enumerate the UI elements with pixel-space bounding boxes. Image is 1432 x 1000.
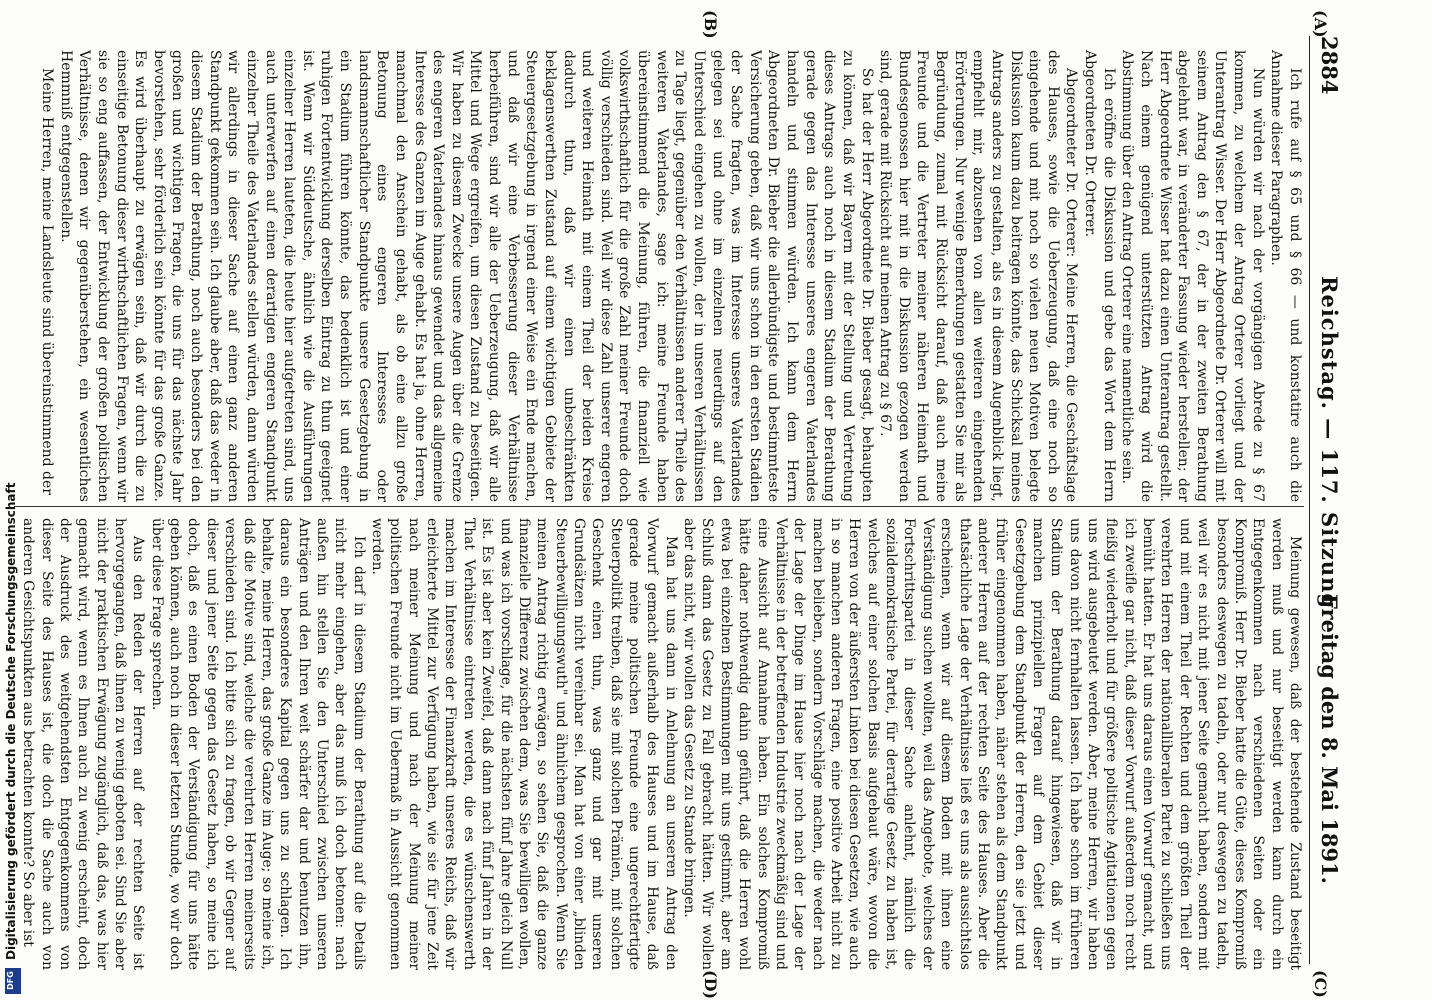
paragraph: So hat der Herr Abgeordnete Dr. Bieber gesagt, behaupten zu können, daß wir Bayern mit der Stellung und Vertretung dieses Antrags auch noch in diesem Stadium der Berathung gerade gegen das Interesse unseres engeren Vaterlandes handeln und stimmen würden. Ich kann dem Herrn Abgeordneten Dr. Bieber die allerbündigste und bestimmteste Versicherung geben, daß wir uns schon in den ersten Stadien der Sache fragten, was im Interesse unseres Vaterlandes gelegen sei und ohne im einzelnen neuerdings auf den Unterschied eingehen zu wollen, der in unseren Verhältnissen zu Tage liegt, gegenüber den Verhältnissen anderer Theile des weiteren Vaterlandes, sage ich: meine Freunde haben übereinstimmend die Meinung, führen, die finanziell wie volkswirthschaftlich für die große Zahl meiner Freunde doch völlig verschieden sind. Weil wir diese Zahl unserer engeren und weiteren Heimath mit einem Theil der beiden Kreise dadurch thun, daß wir einen unbeschränkten beklagenswerthen Zustand auf einem wichtigen Gebiete der Steuergesetzgebung in irgend einer Weise ein Ende machen, und daß wir eine Verbesserung dieser Verhältnisse herbeiführen, sind wir alle der Ueberzeugung, daß wir alle Mittel und Wege ergreifen, um diesen Zustand zu beseitigen. Wir haben zu diesem Zwecke unsere Augen über die Grenze des engeren Vaterlandes hinaus gewendet und das allgemeine Interesse des Ganzen im Auge gehabt. Es hat ja, ohne Herren, manchmal den Anschein gehabt, als ob eine allzu große Betonung eines engeren Interesses oder landsmannschaftlicher Standpunkte unsere Gesetzgebung in ein Stadium führen könnte, das bedenklich ist und einer ruhigen Fortentwicklung derselben Eintrag zu thun geeignet ist. Wenn wir Süddeutsche, ähnlich wie die Ausführungen einzelner Herren lauteten, die heute hier aufgetreten sind, uns auch unterwerfen auf einen derartigen engeren Standpunkt einzelner Theile des Vaterlandes stellen würden, dann würden wir allerdings in dieser Sache auf einen ganz anderen Standpunkt gekommen sein. Ich glaube aber, daß das weder in diesem Stadium der Berathung, noch auch besonders bei den großen und wichtigen Fragen, die uns für das nächste Jahr bevorstehen, sehr förderlich sein könnte für das große Ganze. Es wird überhaupt zu erwägen sein, daß wir durch die zu einseitige Betonung dieser wirthschaftlichen Fragen, wenn wir sie so eng auffassen, der Entwicklung der großen politischen Verhältnisse, denen wir gegenüberstehen, ein wesentliches Hemmniß entgegenstellen. xyxy=(57,50,875,502)
dfg-logo xyxy=(5,968,21,994)
paragraph: Aus den Reden der Herren auf der rechten Seite ist hervorgegangen, daß ihnen zu wenig geboten sei. Sind Sie aber nicht der praktischen Erwägung zugänglich, daß das, was hier gemacht wird, wenn es Ihnen auch zu wenig erscheint, doch der Ausdruck des weitgehendsten Entgegenkommens von dieser Seite des Hauses ist, die doch die Sache auch von anderen Gesichtspunkten aus betrachten konnte? So aber ist xyxy=(20,518,147,970)
right-column xyxy=(19,518,1304,970)
margin-marker-c: (C) xyxy=(1311,970,1330,998)
session-date: Freitag den 8. Mai 1891. xyxy=(1317,593,1342,884)
paragraph: Nun würden wir nach der vorgängigen Abrede zu § 67 kommen, zu welchem der Antrag Orterer vorliegt und der Unterantrag Wisser. Der Herr Abgeordnete Dr. Orterer will mit seinem Antrag den § 67, der in der zweiten Berathung abgelehnt war, in veränderter Fassung wieder herstellen; der Herr Abgeordnete Wisser hat dazu einen Unterantrag gestellt. Nach einem genügend unterstützten Antrag wird die Abstimmung über den Antrag Orterer eine namentliche sein. xyxy=(1119,50,1266,502)
column-divider xyxy=(14,506,1304,507)
paragraph: Abgeordneter Dr. Orterer: Meine Herren, die Geschäftslage des Hauses, sowie die Ueberzeugung, daß eine noch so eingehende und mit noch so vielen neuen Motiven belegte Diskussion kaum dazu beitragen könnte, das Schicksal meines Antrags anders zu gestalten, als es in diesem Augenblick liegt, empfiehlt mir, abzusehen von allen weiteren eingehenden Erörterungen. Nur wenige Bemerkungen gestatten Sie mir als Begründung, zumal mit Rücksicht darauf, daß auch meine Freunde und die Vertreter meiner näheren Heimath und Bundesgenossen hier mit in die Diskussion gezogen werden sind, gerade mit Rücksicht auf meinen Antrag zu § 67. xyxy=(877,50,1080,502)
paragraph: Meine Herren, meine Landsleute sind übereinstimmend der xyxy=(39,68,56,495)
dfg-logo-text: DFG xyxy=(5,971,15,990)
page-header xyxy=(1314,36,1342,964)
footer-credit: Digitalisierung gefördert durch die Deutsche Forschungsgemeinschaft xyxy=(4,482,18,960)
page-number: 2884 xyxy=(1317,36,1342,95)
paragraph: Ich rufe auf § 65 und § 66 — und konstatire auch die Annahme dieser Paragraphen. xyxy=(1268,50,1303,502)
paragraph: Meinung gewesen, daß der bestehende Zustand beseitigt werden muß und nur beseitigt werden kann durch ein Entgegenkommen nach verschiedenen Seiten oder ein Kompromiß. Herr Dr. Bieber hatte die Güte, dieses Kompromiß besonders deswegen zu tadeln, oder nur deswegen zu tadeln, weil wir es nicht mit jener Seite gemacht haben, sondern mit und mit einem Theil der Rechten und dem größten Theil der verehrten Herren der nationalliberalen Partei zu schließen uns bemüht hatten. Er hat uns daraus einen Vorwurf gemacht, und ich zweifle gar nicht, daß dieser Vorwurf außerdem noch recht fleißig wiederholt und für größere politische Agitationen gegen uns wird ausgebeutet werden. Aber, meine Herren, wir haben uns davon nicht fernhalten lassen. Ich habe schon im früheren Stadium der Berathung darauf hingewiesen, daß wir in manchen prinzipiellen Fragen auf dem Gebiet dieser Gesetzgebung dem Standpunkt der Herren, den sie jetzt und früher eingenommen haben, näher stehen als dem Standpunkt anderer Herren auf der rechten Seite des Hauses. Aber die thatsächliche Lage der Verhältnisse ließ es uns als aussichtslos erscheinen, wenn wir auf diesem Boden mit ihnen eine Verständigung suchen wollten, weil das Angebote, welches der Fortschrittspartei in dieser Sache anlehnt, nämlich die sozialdemokratische Partei, für derartige Gesetz zu haben ist, welches auf einer solchen Basis aufgebaut wäre, wovon die Herren von der äußersten Linken bei diesen Gesetzen, wie auch in so manchen anderen Fragen, eine positive Arbeit nicht zu machen belieben, sondern Vorschläge machen, die weder nach der Lage der Dinge im Hause hier noch nach der Lage der Verhältnisse in der betreffenden Industrie zweckmäßig sind und eine Aussicht auf Annahme haben. Ein solches Kompromiß hätte daher nothwendig dahin geführt, daß die Herren wohl etwa bei einzelnen Bestimmungen mit uns gestimmt, aber am Schluß dann das Gesetz zu Fall gebracht hätten. Wir wollen aber das nicht, wir wollen das Gesetz zu Stande bringen. xyxy=(681,518,1303,970)
margin-marker-d: (D) xyxy=(701,970,720,1000)
header-rule xyxy=(1309,36,1310,964)
margin-marker-a: (A) xyxy=(1311,10,1330,38)
digitization-footer xyxy=(2,0,24,1000)
paragraph: Ich darf in diesem Stadium der Berathung auf die Details nicht mehr eingehen, aber das muß ich doch betonen: nach außen hin stellen Sie den Unterschied zwischen unseren Anträgen und den Ihren weit schärfer dar und benutzen ihn, daraus ein besonderes Kapital gegen uns zu schlagen. Ich behalte, meine Herren, das große Ganze im Auge; so meine ich, daß die Motive sind, welche die verehrten Herren meinerseits verschieden sind. Ich bitte sich zu fragen, ob wir Gegner auf dieser und jener Seite gegen das Gesetz haben, so meine ich doch, daß es einen Boden der Verständigung für uns hätte geben können, auch noch in dieser letzten Stunde, wo wir doch über diese Frage sprechen. xyxy=(148,518,367,970)
left-column xyxy=(38,50,1305,502)
paragraph: Man hat uns dann in Anlehnung an unseren Antrag den Vorwurf gemacht außerhalb des Hauses und im Hause, daß gerade meine politischen Freunde eine ungerechtfertigte Steuerpolitik treiben, daß sie mit solchen Prämien, mit solchen Geschenk einen thun, was ganz und gar mit unseren Grundsätzen nicht vereinbar sei. Man hat von einer „blinden Steuerbewilligungswuth" und ähnlichem gesprochen. Wenn Sie meinen Antrag richtig erwägen, so sehen Sie, daß die ganze finanzielle Differenz zwischen dem, was Sie bewilligen wollen, und was ich vorschlage, für die nächsten fünf Jahre gleich Null ist. Es ist aber kein Zweifel, daß dann nach fünf Jahren in der That Verhältnisse eintreten werden, die es wünschenswerth machen im Interesse der Finanzkraft unseres Reichs, daß wir erleichterte Mittel zur Verfügung haben, wie sie für jene Zeit nach meiner Meinung und nach der Meinung meiner politischen Freunde nicht im Uebermaß in Aussicht genommen werden. xyxy=(369,518,679,970)
margin-marker-b: (B) xyxy=(701,10,720,39)
paragraph: Ich eröffne die Diskussion und gebe das Wort dem Herrn Abgeordneten Dr. Orterer. xyxy=(1082,50,1117,502)
running-title: Reichstag. — 117. Sitzung. xyxy=(1317,276,1342,618)
